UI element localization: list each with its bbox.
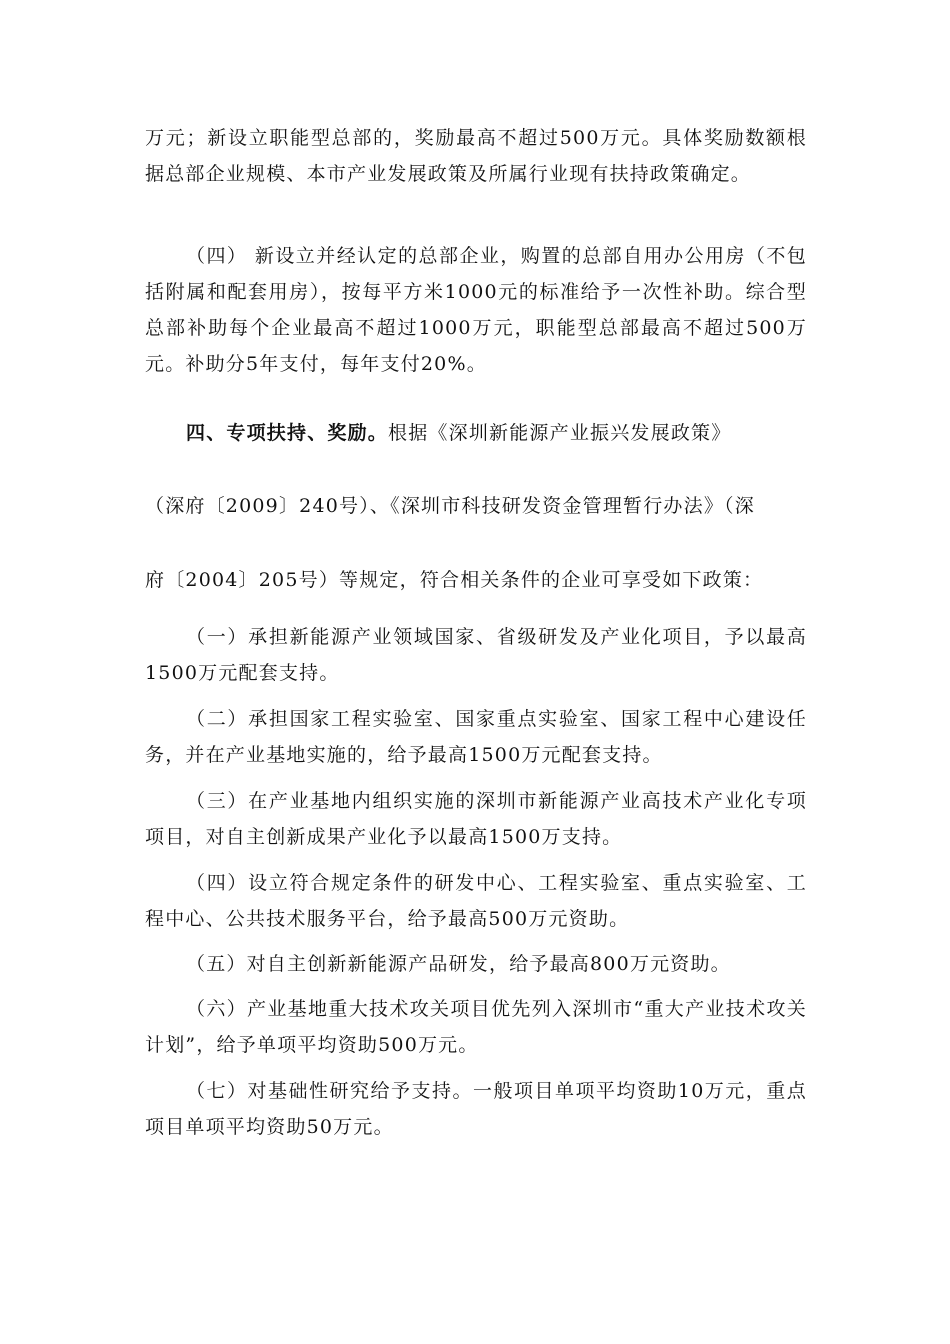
paragraph-policy-reference-2: 府〔2004〕205号）等规定，符合相关条件的企业可享受如下政策： — [145, 569, 764, 591]
paragraph-office-subsidy: （四） 新设立并经认定的总部企业，购置的总部自用办公用房（不包括附属和配套用房），按每平方米1000元的标准给予一次性补助。综合型总部补助每个企业最高不超过1000万元，职能型总部最高不超过500万元。补助分5年支付，每年支付20%。 — [145, 245, 807, 375]
paragraph-reward-amount: 万元；新设立职能型总部的，奖励最高不超过500万元。具体奖励数额根据总部企业规模、本市产业发展政策及所属行业现有扶持政策确定。 — [145, 127, 807, 185]
section-heading-lead: 四、专项扶持、奖励。 — [186, 422, 389, 444]
list-item-7: （七）对基础性研究给予支持。一般项目单项平均资助10万元，重点项目单项平均资助50万元。 — [145, 1080, 807, 1138]
paragraph-policy-reference-1: （深府〔2009〕240号）、《深圳市科技研发资金管理暂行办法》（深 — [145, 495, 755, 517]
list-item-6: （六）产业基地重大技术攻关项目优先列入深圳市“重大产业技术攻关计划”，给予单项平均资助500万元。 — [145, 998, 807, 1056]
section-heading-text: 根据《深圳新能源产业振兴发展政策》 — [388, 422, 732, 444]
section-heading-special-support — [145, 420, 807, 446]
list-item-4: （四）设立符合规定条件的研发中心、工程实验室、重点实验室、工程中心、公共技术服务平台，给予最高500万元资助。 — [145, 872, 807, 930]
list-item-5: （五）对自主创新新能源产品研发，给予最高800万元资助。 — [186, 953, 731, 975]
list-item-2: （二）承担国家工程实验室、国家重点实验室、国家工程中心建设任务，并在产业基地实施的，给予最高1500万元配套支持。 — [145, 708, 807, 766]
list-item-3: （三）在产业基地内组织实施的深圳市新能源产业高技术产业化专项项目，对自主创新成果产业化予以最高1500万支持。 — [145, 790, 807, 848]
list-item-1: （一）承担新能源产业领域国家、省级研发及产业化项目，予以最高1500万元配套支持。 — [145, 626, 807, 684]
